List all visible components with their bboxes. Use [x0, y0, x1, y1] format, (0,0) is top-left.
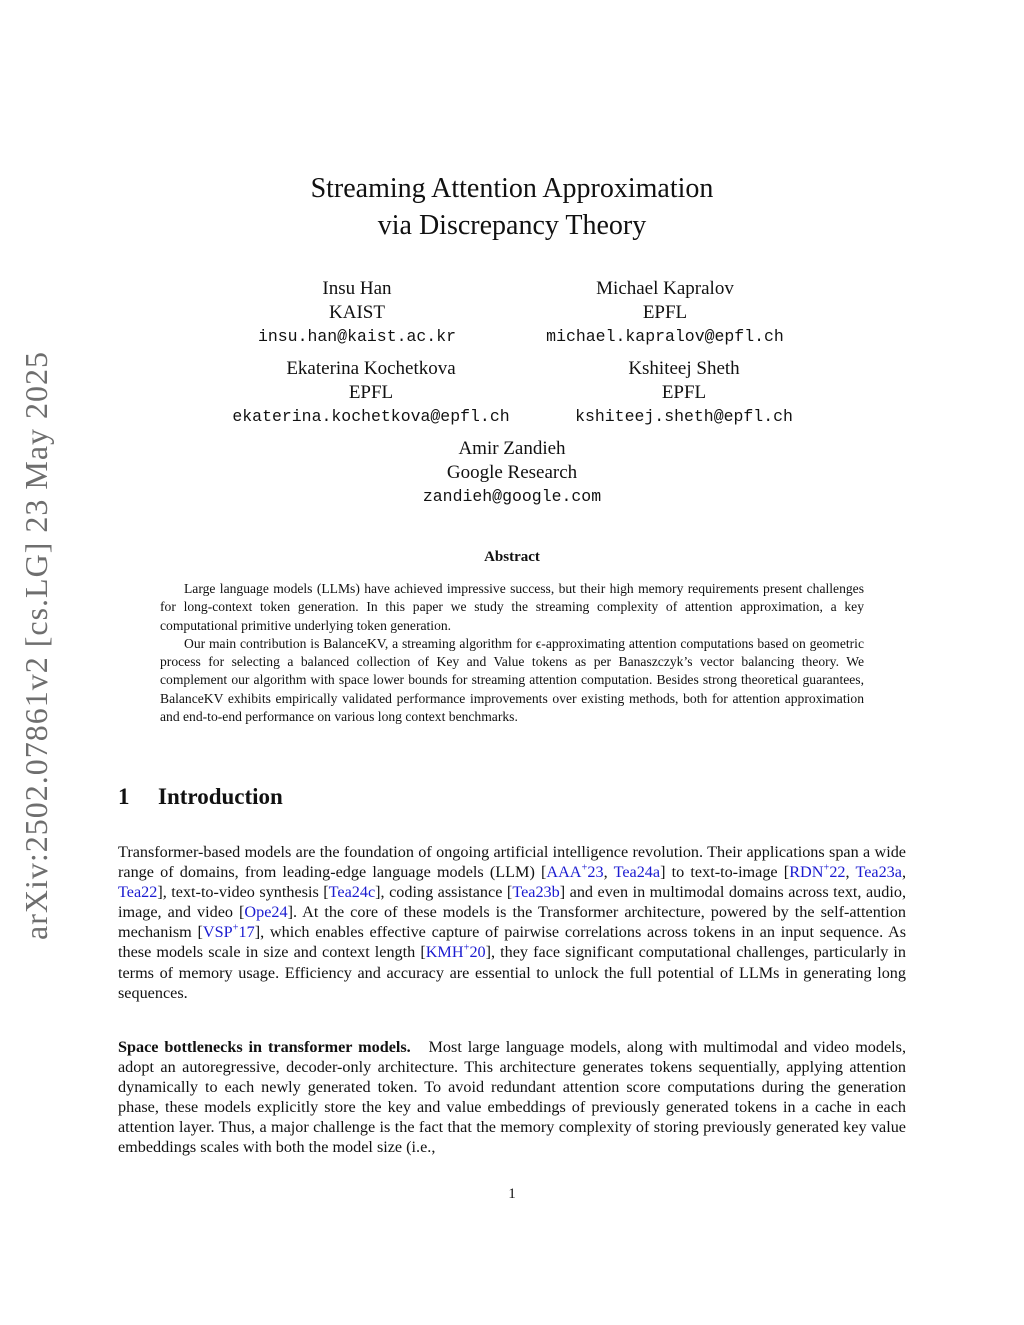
space-bottleneck-paragraph — [118, 1037, 906, 1158]
body-text: ] to text-to-image [ — [660, 863, 790, 882]
author-block — [392, 437, 632, 509]
author-email[interactable]: kshiteej.sheth@epfl.ch — [575, 407, 793, 426]
arxiv-identifier: arXiv:2502.07861v2 [cs.LG] 23 May 2025 — [18, 350, 54, 940]
author-email[interactable]: ekaterina.kochetkova@epfl.ch — [232, 407, 510, 426]
citation-link[interactable]: VSP+17 — [202, 922, 255, 942]
author-block — [221, 357, 521, 429]
paper-title — [112, 170, 912, 244]
body-text: ], text-to-video synthesis [ — [157, 883, 329, 902]
abstract-paragraph: Our main contribution is BalanceKV, a streaming algorithm for ϵ-approximating attention computations based on geometric process for selecting a balanced collection of Key and Value tokens as per Banaszczyk’s vector balancing theory. We complement our algorithm with space lower bounds for streaming attention computation. Besides strong theoretical guarantees, BalanceKV exhibits empirically validated performance improvements over existing methods, both for attention approximation and end-to-end performance on various long context benchmarks. — [160, 635, 864, 725]
author-block — [520, 277, 810, 349]
body-text: ]. At the core of these models is the Transformer architecture, powered by the self-attention mechanism [ — [118, 903, 906, 942]
abstract-paragraph: Large language models (LLMs) have achieved impressive success, but their high memory requirements present challenges for long-context token generation. In this paper we study the streaming complexity of attention approximation, a key computational primitive underlying token generation. — [160, 581, 864, 633]
citation-link[interactable]: KMH+20 — [425, 943, 486, 962]
body-text: Most large language models, along with multimodal and video models, adopt an autoregressive, decoder-only architecture. This architecture generates tokens sequentially, applying attention dynamically to each newly generated token. To avoid redundant attention score computations during the generation phase, these models explicitly store the key and value embeddings of previously generated tokens in a cache in each attention layer. Thus, a major challenge is the fact that the memory complexity of storing previously generated key value embeddings scales with both the model size (i.e., — [118, 1038, 906, 1157]
abstract-heading: Abstract — [484, 549, 540, 565]
author-name: Kshiteej Sheth — [628, 358, 740, 379]
title-line-2: via Discrepancy Theory — [377, 210, 647, 241]
author-email[interactable]: insu.han@kaist.ac.kr — [257, 327, 457, 346]
author-block — [564, 357, 804, 429]
citation-link[interactable]: Tea24c — [328, 883, 376, 902]
citation-link[interactable]: AAA+23 — [546, 862, 604, 882]
author-name: Insu Han — [322, 278, 392, 299]
body-text: ], they face significant computational challenges, particularly in terms of memory usage. Efficiency and accuracy are essential to unlock the full potential of LLMs in generating long sequences. — [118, 943, 907, 1002]
citation-link[interactable]: Tea23a — [855, 863, 902, 882]
page-number: 1 — [508, 1186, 516, 1202]
author-email[interactable]: zandieh@google.com — [422, 487, 602, 506]
citation-link[interactable]: Ope24 — [244, 903, 288, 922]
section-title: Introduction — [158, 784, 283, 809]
citation-link[interactable]: RDN+22 — [789, 862, 846, 882]
body-text: ], coding assistance [ — [375, 883, 513, 902]
title-line-1: Streaming Attention Approximation — [310, 173, 714, 204]
paragraph-heading: Space bottlenecks in transformer models. — [118, 1038, 411, 1056]
body-text: Transformer-based models are the foundation of ongoing artificial intelligence revolution. Their applications span a wide range of domains, from leading-edge language models (LLM) [ — [118, 843, 906, 882]
author-block — [257, 277, 457, 349]
abstract-body — [160, 580, 864, 726]
section-number: 1 — [118, 784, 130, 809]
author-affiliation: EPFL — [642, 302, 688, 323]
author-email[interactable]: michael.kapralov@epfl.ch — [546, 327, 784, 346]
author-name: Amir Zandieh — [458, 438, 566, 459]
author-name: Ekaterina Kochetkova — [286, 358, 456, 379]
body-text: ], which enables effective capture of pairwise correlations across tokens in an input sequence. As these models scale in size and context length [ — [118, 923, 906, 962]
citation-link[interactable]: Tea24a — [613, 863, 661, 882]
author-affiliation: KAIST — [329, 302, 385, 323]
author-name: Michael Kapralov — [596, 278, 734, 299]
citation-link[interactable]: Tea22 — [118, 883, 158, 902]
section-heading — [118, 784, 283, 810]
intro-paragraph: Transformer-based models are the foundation of ongoing artificial intelligence revolution. Their applications span a wide range of domains, from leading-edge language models (LLM) [AAA+23, Tea24a] to text-to-image [RDN+22, Tea23a, Tea22], text-to-video synthesis [Tea24c], coding assistance [Tea23b] and even in multimodal domains across text, audio, image, and video [Ope24]. At the core of these models is the Transformer architecture, powered by the self-attention mechanism [VSP+17], which enables effective capture of pairwise correlations across tokens in an input sequence. As these models scale in size and context length [KMH+20], they face significant computational challenges, particularly in terms of memory usage. Efficiency and accuracy are essential to unlock the full potential of LLMs in generating long sequences. — [118, 843, 907, 1002]
citation-link[interactable]: Tea23b — [512, 883, 560, 902]
body-text: ] and even in multimodal domains across text, audio, image, and video [ — [118, 883, 907, 922]
author-affiliation: Google Research — [446, 462, 578, 483]
author-affiliation: EPFL — [661, 382, 707, 403]
author-affiliation: EPFL — [348, 382, 394, 403]
